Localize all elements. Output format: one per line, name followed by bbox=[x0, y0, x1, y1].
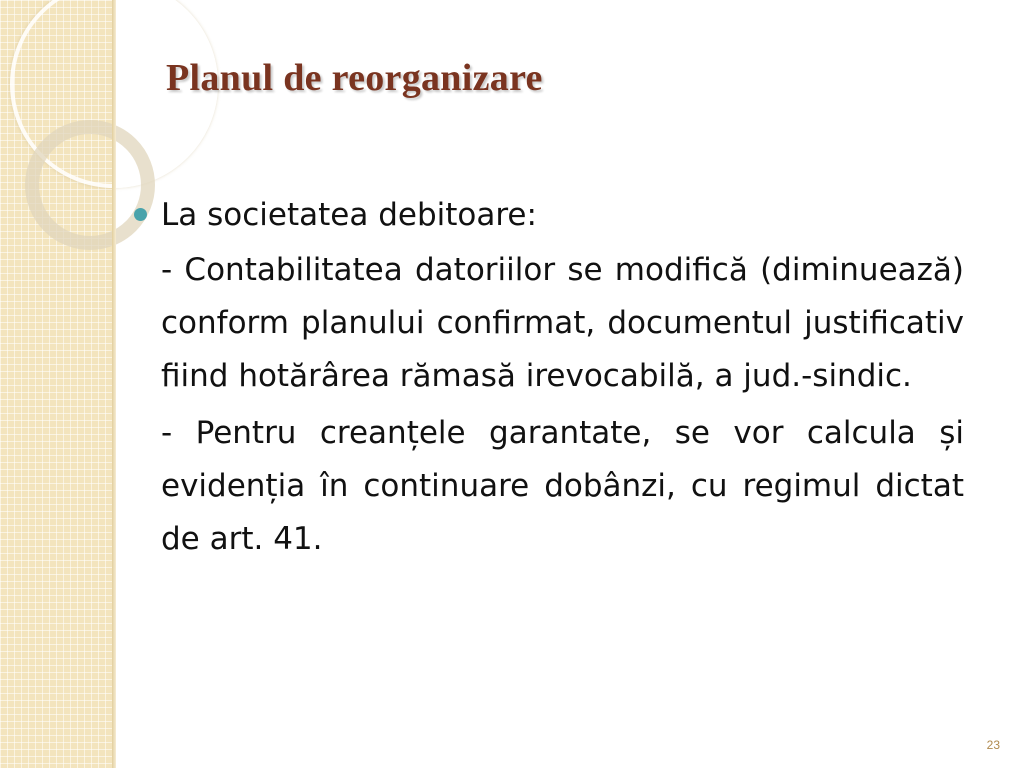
slide-content bbox=[134, 190, 964, 566]
teal-dot-bullet-icon bbox=[134, 208, 147, 221]
side-panel-edge bbox=[112, 0, 116, 768]
paragraph-debt-accounting: - Contabilitatea datoriilor se modifică (diminuează) conform planului confirmat, documentul justificativ fiind hotărârea rămasă irevocabilă, a jud.-sindic. bbox=[161, 252, 964, 394]
paragraph-secured-claims: - Pentru creanțele garantate, se vor calcula și evidenția în continuare dobânzi, cu regimul dictat de art. 41. bbox=[161, 415, 964, 557]
bullet-text: La societatea debitoare: bbox=[161, 197, 537, 233]
bullet-item bbox=[134, 190, 964, 240]
decorative-side-panel bbox=[0, 0, 112, 768]
slide-title: Planul de reorganizare bbox=[166, 57, 543, 99]
page-number: 23 bbox=[986, 738, 1000, 752]
